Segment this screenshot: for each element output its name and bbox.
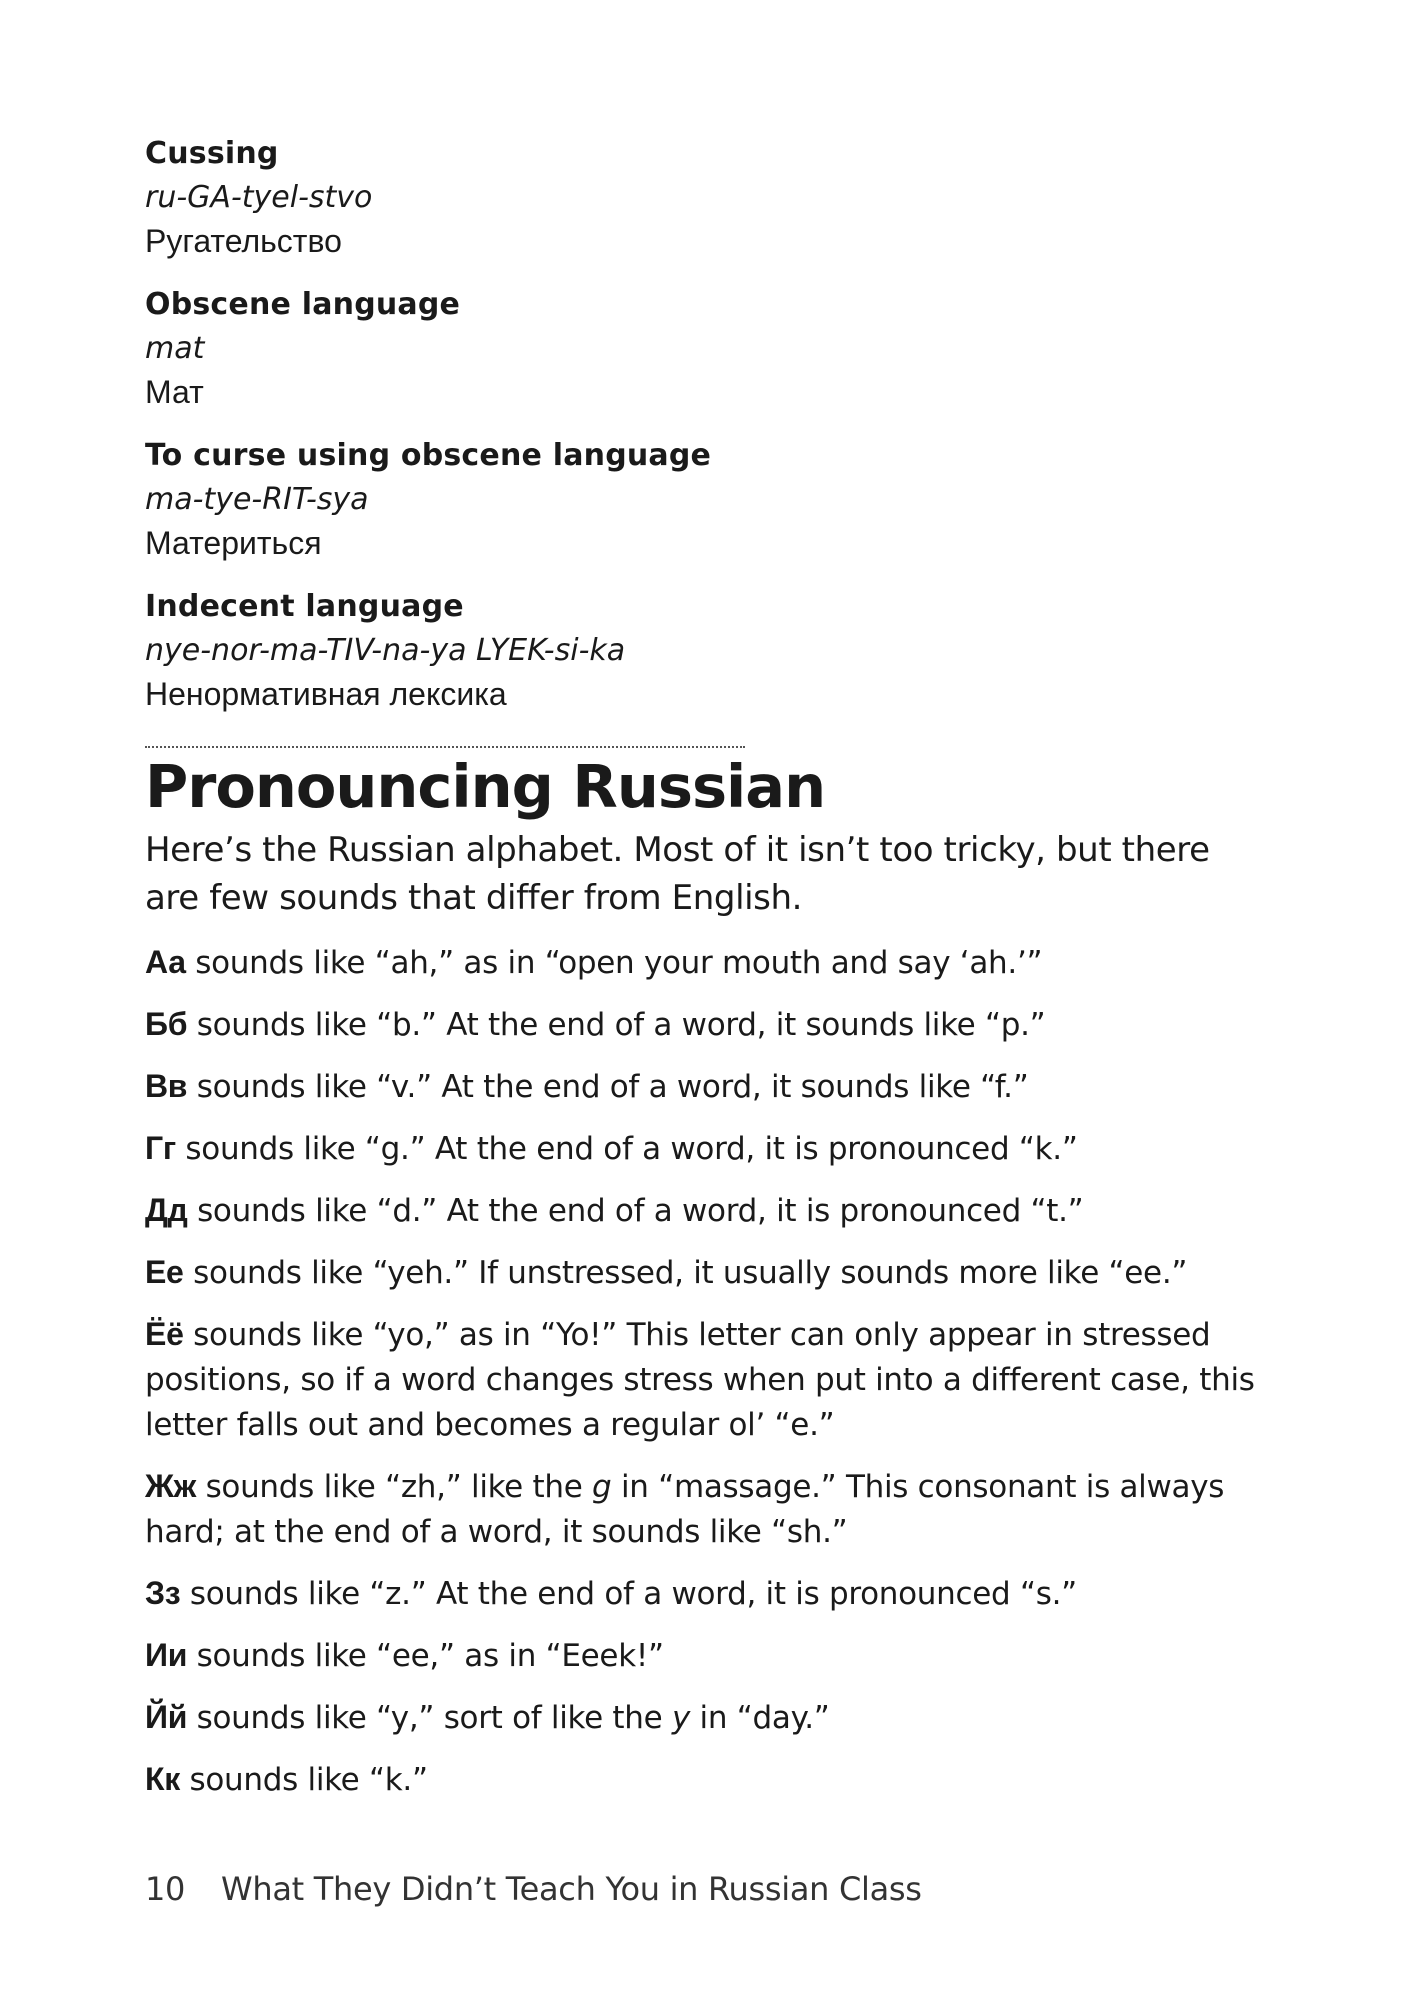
letter-example-italic: g	[592, 1469, 612, 1505]
letter-glyph: Бб	[145, 1006, 188, 1042]
letter-description: sounds like “zh,” like the	[196, 1469, 593, 1505]
letter-entry	[145, 1188, 1265, 1234]
vocab-entry	[145, 283, 1265, 414]
vocab-term: To curse using obscene language	[145, 438, 712, 473]
letter-description: sounds like “v.” At the end of a word, it sounds like “f.”	[187, 1069, 1029, 1105]
page-number: 10	[145, 1870, 186, 1908]
letter-description: sounds like “k.”	[179, 1762, 428, 1798]
letter-glyph: Дд	[145, 1192, 188, 1228]
letter-entry	[145, 1464, 1265, 1555]
letter-description: sounds like “b.” At the end of a word, it sounds like “p.”	[187, 1007, 1046, 1043]
section-title: Pronouncing Russian	[145, 752, 826, 821]
vocab-transliteration: ma-tye-RIT-sya	[145, 482, 369, 517]
vocab-entry	[145, 585, 1265, 716]
letter-glyph: Аа	[145, 944, 186, 980]
vocab-cyrillic: Материться	[145, 525, 322, 561]
letter-description: sounds like “y,” sort of like the	[187, 1700, 672, 1736]
letter-glyph: Жж	[145, 1468, 197, 1504]
letter-description: sounds like “g.” At the end of a word, it is pronounced “k.”	[175, 1131, 1078, 1167]
letter-description: sounds like “yeh.” If unstressed, it usually sounds more like “ee.”	[183, 1255, 1188, 1291]
letter-entry	[145, 1064, 1265, 1110]
letter-glyph: Гг	[145, 1130, 176, 1166]
letter-description: sounds like “ah,” as in “open your mouth and say ‘ah.’”	[185, 945, 1043, 981]
letter-description: in “massage.” This consonant is always hard; at the end of a word, it sounds like “sh.”	[145, 1469, 1225, 1550]
letter-description: in “day.”	[689, 1700, 830, 1736]
vocab-entry	[145, 434, 1265, 565]
letter-entry	[145, 1312, 1265, 1448]
letter-entry	[145, 1757, 1265, 1803]
letter-glyph: Зз	[145, 1575, 181, 1611]
vocab-term: Obscene language	[145, 287, 461, 322]
letter-description: sounds like “ee,” as in “Eeek!”	[187, 1638, 664, 1674]
letter-glyph: Ии	[145, 1637, 188, 1673]
page-content	[145, 132, 1265, 1819]
running-title: What They Didn’t Teach You in Russian Class	[221, 1870, 922, 1908]
vocab-cyrillic: Ненормативная лексика	[145, 676, 507, 712]
letter-glyph: Ее	[145, 1254, 184, 1290]
letter-entry	[145, 1250, 1265, 1296]
vocab-transliteration: ru-GA-tyel-stvo	[145, 180, 373, 215]
letter-entry	[145, 1695, 1265, 1741]
letter-glyph: Вв	[145, 1068, 188, 1104]
page-footer	[145, 1870, 922, 1908]
vocabulary-list	[145, 132, 1265, 716]
letter-description: sounds like “z.” At the end of a word, it is pronounced “s.”	[180, 1576, 1077, 1612]
letter-entry	[145, 940, 1265, 986]
section-divider	[145, 746, 745, 748]
letter-description: sounds like “yo,” as in “Yo!” This letter can only appear in stressed positions, so if a word changes stress when put into a different case, this letter falls out and becomes a regular ol’ “e.”	[145, 1317, 1255, 1443]
letter-description: sounds like “d.” At the end of a word, it is pronounced “t.”	[187, 1193, 1084, 1229]
vocab-cyrillic: Мат	[145, 374, 204, 410]
vocab-term: Indecent language	[145, 589, 464, 624]
vocab-transliteration: nye-nor-ma-TIV-na-ya LYEK-si-ka	[145, 633, 626, 668]
vocab-cyrillic: Ругательство	[145, 223, 342, 259]
alphabet-list	[145, 940, 1265, 1803]
vocab-transliteration: mat	[145, 331, 205, 366]
vocab-term: Cussing	[145, 136, 279, 171]
letter-glyph: Ёё	[145, 1316, 184, 1352]
letter-entry	[145, 1126, 1265, 1172]
section-intro: Here’s the Russian alphabet. Most of it isn’t too tricky, but there are few sounds that differ from English.	[145, 830, 1210, 918]
letter-entry	[145, 1633, 1265, 1679]
letter-entry	[145, 1571, 1265, 1617]
vocab-entry	[145, 132, 1265, 263]
letter-glyph: Йй	[145, 1699, 188, 1735]
letter-glyph: Кк	[145, 1761, 180, 1797]
letter-example-italic: y	[671, 1700, 690, 1736]
letter-entry	[145, 1002, 1265, 1048]
